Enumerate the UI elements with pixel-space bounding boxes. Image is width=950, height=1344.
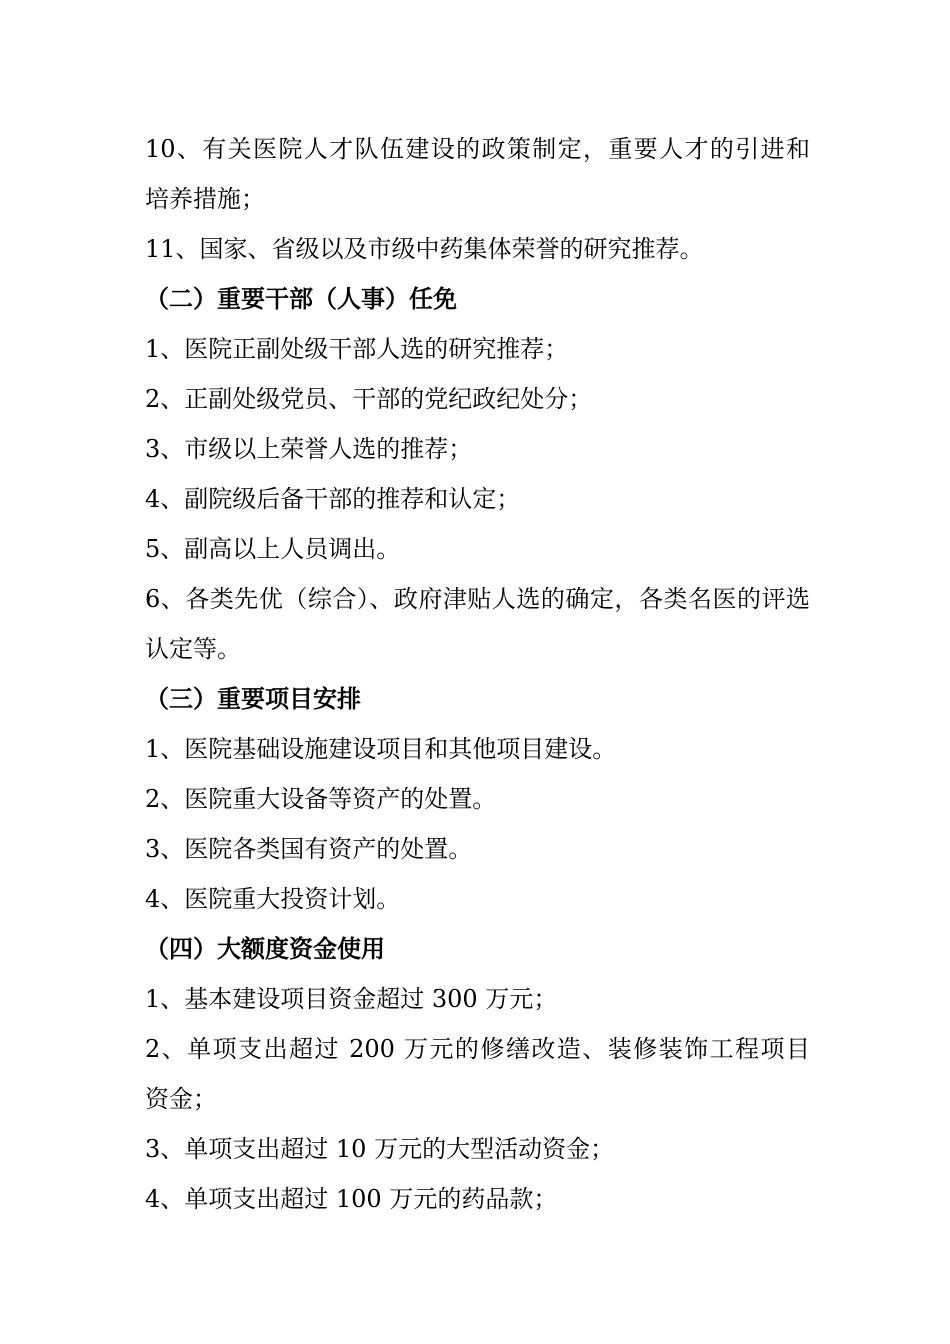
list-item-equipment-disposal: 2、医院重大设备等资产的处置。 bbox=[145, 785, 497, 813]
list-item-infrastructure-projects: 1、医院基础设施建设项目和其他项目建设。 bbox=[145, 735, 617, 763]
list-item-collective-honors: 11、国家、省级以及市级中药集体荣誉的研究推荐。 bbox=[145, 235, 704, 263]
list-item-construction-funds: 1、基本建设项目资金超过 300 万元； bbox=[145, 985, 558, 1013]
list-item-disciplinary-action: 2、正副处级党员、干部的党纪政纪处分； bbox=[145, 385, 593, 413]
section-heading-cadre-appointments: （二）重要干部（人事）任免 bbox=[145, 284, 457, 313]
list-item-awards-selection: 6、各类先优（综合）、政府津贴人选的确定，各类名医的评选 bbox=[145, 585, 810, 613]
list-item-renovation-funds: 2、单项支出超过 200 万元的修缮改造、装修装饰工程项目 bbox=[145, 1035, 810, 1063]
list-item-state-asset-disposal: 3、医院各类国有资产的处置。 bbox=[145, 835, 473, 863]
document-body bbox=[145, 124, 810, 1224]
list-item-senior-staff-transfer: 5、副高以上人员调出。 bbox=[145, 535, 401, 563]
list-item-event-funds: 3、单项支出超过 10 万元的大型活动资金； bbox=[145, 1135, 615, 1163]
section-heading-major-projects: （三）重要项目安排 bbox=[145, 684, 361, 713]
list-item-talent-policy-continued: 培养措施； bbox=[145, 185, 265, 213]
section-heading-large-funds: （四）大额度资金使用 bbox=[145, 934, 385, 963]
list-item-drug-payments: 4、单项支出超过 100 万元的药品款； bbox=[145, 1185, 558, 1213]
list-item-reserve-cadres: 4、副院级后备干部的推荐和认定； bbox=[145, 485, 521, 513]
list-item-honor-nominees: 3、市级以上荣誉人选的推荐； bbox=[145, 435, 473, 463]
list-item-awards-selection-continued: 认定等。 bbox=[145, 635, 241, 663]
list-item-cadre-recommendation: 1、医院正副处级干部人选的研究推荐； bbox=[145, 335, 569, 363]
list-item-talent-policy: 10、有关医院人才队伍建设的政策制定，重要人才的引进和 bbox=[145, 135, 810, 163]
list-item-renovation-funds-continued: 资金； bbox=[145, 1085, 217, 1113]
list-item-investment-plan: 4、医院重大投资计划。 bbox=[145, 885, 401, 913]
